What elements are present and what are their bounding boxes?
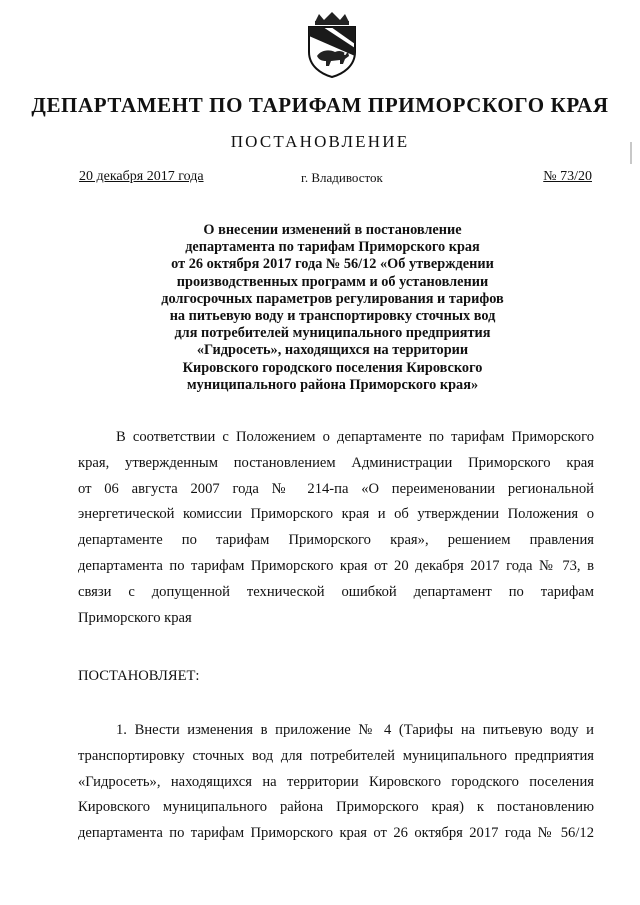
preamble-line: края, утвержденным постановлением Администрации Приморского края <box>78 454 594 471</box>
department-title: ДЕПАРТАМЕНТ ПО ТАРИФАМ ПРИМОРСКОГО КРАЯ <box>31 93 609 117</box>
preamble-line: от 06 августа 2007 года № 214-па «О переименовании региональной <box>78 480 594 497</box>
heading-line: «Гидросеть», находящихся на территории <box>196 342 469 359</box>
document-city: г. Владивосток <box>301 170 383 185</box>
heading-line: Кировского городского поселения Кировского <box>182 359 483 376</box>
document-type: ПОСТАНОВЛЕНИЕ <box>230 132 410 151</box>
preamble-paragraph <box>78 425 594 631</box>
heading-line: муниципального района Приморского края» <box>186 376 479 393</box>
heading-line: для потребителей муниципального предприятия <box>174 325 491 342</box>
preamble-line: департаменте по тарифам Приморского края», решением правления <box>78 532 594 549</box>
primorye-coat-of-arms-icon <box>303 12 361 78</box>
preamble-line: В соответствии с Положением о департаменте по тарифам Приморского <box>116 429 594 445</box>
heading-line: О внесении изменений в постановление <box>203 222 462 238</box>
heading-line: на питьевую воду и транспортировку сточных вод <box>169 308 496 325</box>
resolve-label: ПОСТАНОВЛЯЕТ: <box>78 668 200 684</box>
heading-line: производственных программ и об установлении <box>176 273 489 290</box>
preamble-line: энергетической комиссии Приморского края и об утверждении Положения о <box>78 506 594 523</box>
heading-line: долгосрочных параметров регулирования и тарифов <box>161 290 504 307</box>
item-1-line: департамента по тарифам Приморского края от 26 октября 2017 года № 56/12 <box>78 825 594 842</box>
heading-line: департамента по тарифам Приморского края <box>185 239 480 256</box>
item-1-line: 1. Внести изменения в приложение № 4 (Тарифы на питьевую воду и <box>116 722 594 738</box>
preamble-line: связи с допущенной технической ошибкой департамент по тарифам <box>78 583 594 600</box>
heading-line: от 26 октября 2017 года № 56/12 «Об утверждении <box>171 256 494 273</box>
item-1-line: Кировского муниципального района Приморского края) к постановлению <box>78 799 594 816</box>
item-1-paragraph <box>78 718 594 847</box>
preamble-line: Приморского края <box>78 609 192 626</box>
document-date: 20 декабря 2017 года <box>79 169 204 184</box>
document-heading <box>140 222 525 394</box>
preamble-line: департамента по тарифам Приморского края от 20 декабря 2017 года № 73, в <box>78 557 594 574</box>
scan-edge-mark <box>630 142 638 164</box>
document-number: № 73/20 <box>543 169 592 184</box>
item-1-line: транспортировку сточных вод для потребителей муниципального предприятия <box>78 747 594 764</box>
item-1-line: «Гидросеть», находящихся на территории Кировского городского поселения <box>78 773 594 790</box>
